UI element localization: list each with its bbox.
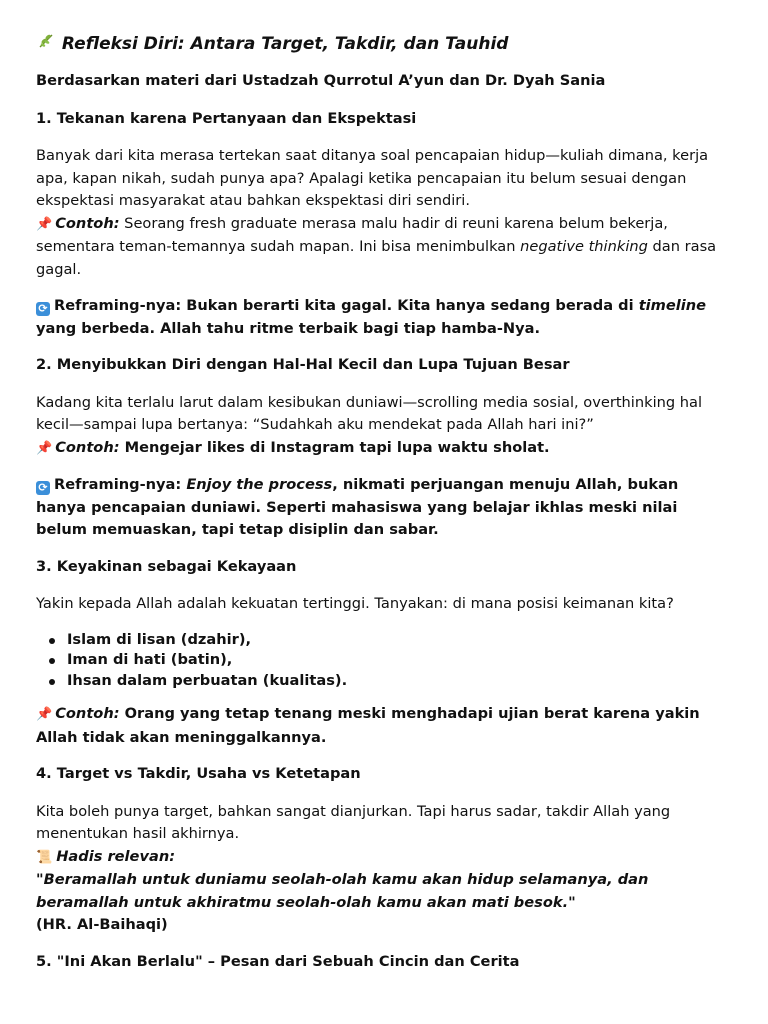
section-3-body: Yakin kepada Allah adalah kekuatan tertinggi. Tanyakan: di mana posisi keimanan kita? xyxy=(36,595,674,612)
section-2-text: Kadang kita terlalu larut dalam kesibukan duniawi—scrolling media sosial, overthinking hal kecil—sampai lupa bertanya: “Sudahkah aku mendekat pada Allah hari ini?” xyxy=(36,393,703,433)
section-2-example-label: Contoh: xyxy=(55,438,120,456)
section-2-reframe-italic: Enjoy the process xyxy=(186,476,333,493)
list-item: Ihsan dalam perbuatan (kualitas). xyxy=(67,671,732,692)
section-1-body xyxy=(36,145,732,281)
section-2-heading: 2. Menyibukkan Diri dengan Hal-Hal Kecil dan Lupa Tujuan Besar xyxy=(36,356,570,373)
section-4-text: Kita boleh punya target, bahkan sangat dianjurkan. Tapi harus sadar, takdir Allah yang menentukan hasil akhirnya. xyxy=(36,802,671,842)
list-item: Islam di lisan (dzahir), xyxy=(67,630,732,651)
scroll-icon: 📜 xyxy=(36,849,53,865)
repeat-icon: ⟳ xyxy=(36,481,50,495)
section-1-example-text: Seorang fresh graduate merasa malu hadir di reuni karena belum bekerja, sementara teman-temannya sudah mapan. Ini bisa menimbulkan xyxy=(36,214,668,255)
section-1-text: Banyak dari kita merasa tertekan saat ditanya soal pencapaian hidup—kuliah dimana, kerja apa, kapan nikah, sudah punya apa? Apalagi ketika pencapaian itu belum sesuai dengan ekspektasi masyarakat atau bahkan ekspektasi diri sendiri. xyxy=(36,147,709,209)
section-4-heading: 4. Target vs Takdir, Usaha vs Ketetapan xyxy=(36,765,361,782)
pushpin-icon: 📌 xyxy=(36,216,53,232)
section-1-example-italic: negative thinking xyxy=(520,238,648,255)
list-item: Iman di hati (batin), xyxy=(67,650,732,671)
pushpin-icon: 📌 xyxy=(36,440,53,456)
section-2-reframe xyxy=(36,474,732,542)
section-1-reframe-text: Reframing-nya: Bukan berarti kita gagal. Kita hanya sedang berada di xyxy=(54,297,639,314)
herb-icon xyxy=(36,30,56,58)
hadith-quote: "Beramallah untuk duniamu seolah-olah kamu akan hidup selamanya, dan beramallah untuk akhiratmu seolah-olah kamu akan mati besok." xyxy=(36,871,649,911)
section-4-body xyxy=(36,801,732,937)
document-subtitle: Berdasarkan materi dari Ustadzah Qurrotul A’yun dan Dr. Dyah Sania xyxy=(36,72,606,89)
section-1-reframe-italic: timeline xyxy=(638,297,707,314)
section-3-example-text: Orang yang tetap tenang meski menghadapi ujian berat karena yakin Allah tidak akan meninggalkannya. xyxy=(36,705,700,746)
section-1-example-end: dan rasa gagal. xyxy=(36,238,717,278)
repeat-icon: ⟳ xyxy=(36,302,50,316)
section-1-reframe-end: yang berbeda. Allah tahu ritme terbaik bagi tiap hamba-Nya. xyxy=(36,319,540,337)
document-title-row xyxy=(36,30,732,58)
section-3-example xyxy=(36,703,732,749)
hadith-source: (HR. Al-Baihaqi) xyxy=(36,916,168,933)
section-3-heading: 3. Keyakinan sebagai Kekayaan xyxy=(36,557,297,575)
section-2-reframe-text: Reframing-nya: xyxy=(54,476,187,493)
section-1-reframe xyxy=(36,295,732,340)
section-2-body xyxy=(36,392,732,461)
pushpin-icon: 📌 xyxy=(36,707,53,722)
section-2-example-text: Mengejar likes di Instagram tapi lupa waktu sholat. xyxy=(119,438,550,456)
section-2-reframe-end: , nikmati perjuangan menuju Allah, bukan hanya pencapaian duniawi. Seperti mahasiswa yang belajar ikhlas meski nilai belum memuaskan, tapi tetap disiplin dan sabar. xyxy=(36,476,679,538)
hadith-label: Hadis relevan: xyxy=(56,847,176,865)
section-1-example-label: Contoh: xyxy=(55,214,120,232)
faith-level-list xyxy=(36,630,732,692)
section-3-example-label: Contoh: xyxy=(55,705,120,722)
section-5-heading: 5. "Ini Akan Berlalu" – Pesan dari Sebuah Cincin dan Cerita xyxy=(36,952,520,970)
section-1-heading: 1. Tekanan karena Pertanyaan dan Ekspektasi xyxy=(36,109,417,127)
document-title: Refleksi Diri: Antara Target, Takdir, dan Tauhid xyxy=(61,34,509,54)
